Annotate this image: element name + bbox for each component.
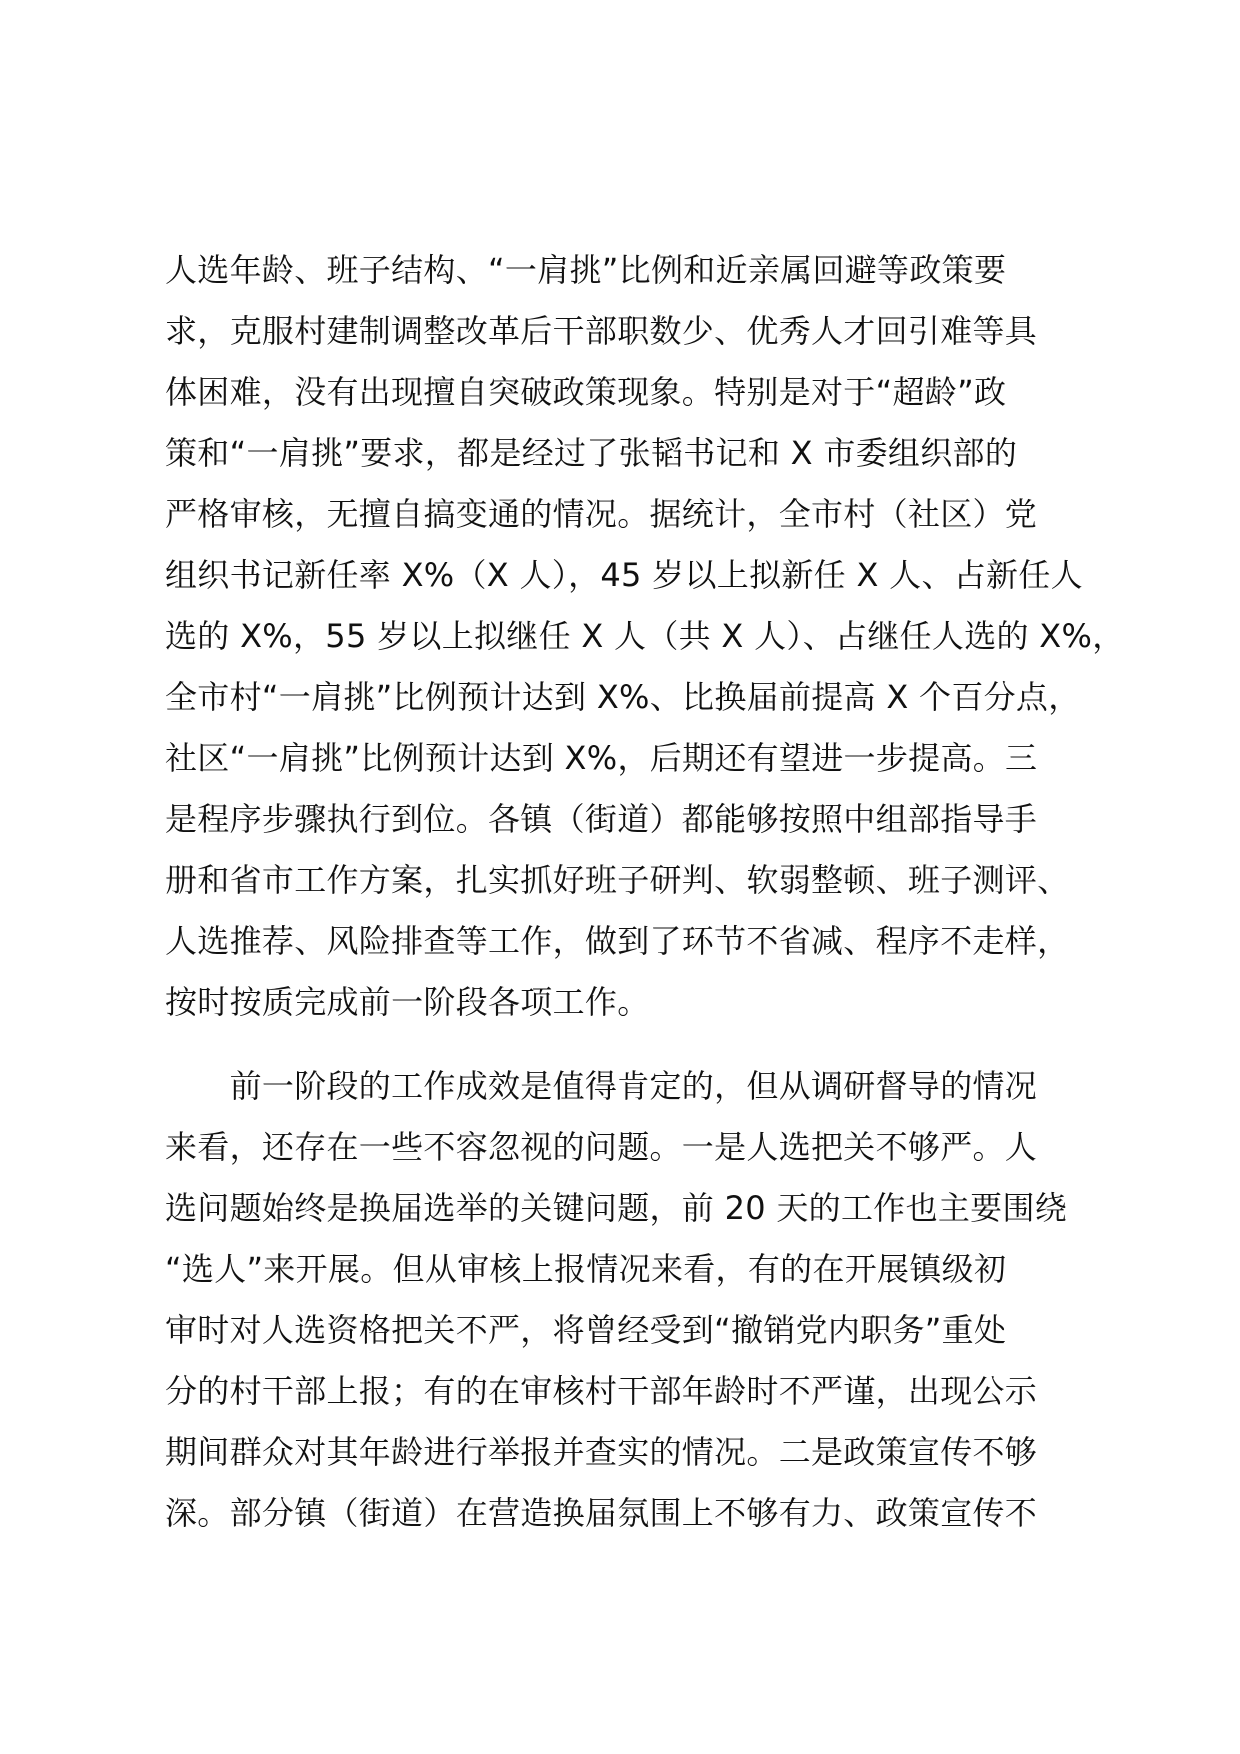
text-line: 深。部分镇（街道）在营造换届氛围上不够有力、政策宣传不 [165,1494,1038,1532]
text-line: 求，克服村建制调整改革后干部职数少、优秀人才回引难等具 [165,312,1038,350]
paragraph-2 [165,1056,1125,1544]
text-line: 期间群众对其年龄进行举报并查实的情况。二是政策宣传不够 [165,1433,1038,1471]
text-line: 策和“一肩挑”要求，都是经过了张韬书记和 X 市委组织部的 [165,434,1018,472]
text-line: 人选年龄、班子结构、“一肩挑”比例和近亲属回避等政策要 [165,251,1007,289]
text-line: 选的 X%，55 岁以上拟继任 X 人（共 X 人）、占继任人选的 X%， [165,617,1125,655]
text-line: 按时按质完成前一阶段各项工作。 [165,983,650,1021]
text-line: “选人”来开展。但从审核上报情况来看，有的在开展镇级初 [165,1250,1007,1288]
body-text [165,240,1125,1544]
text-line: 来看，还存在一些不容忽视的问题。一是人选把关不够严。人 [165,1128,1038,1166]
text-line: 分的村干部上报；有的在审核村干部年龄时不严谨，出现公示 [165,1372,1038,1410]
text-line: 审时对人选资格把关不严，将曾经受到“撤销党内职务”重处 [165,1311,1007,1349]
text-line: 社区“一肩挑”比例预计达到 X%，后期还有望进一步提高。三 [165,739,1038,777]
text-line: 组织书记新任率 X%（X 人），45 岁以上拟新任 X 人、占新任人 [165,556,1083,594]
text-line: 严格审核，无擅自搞变通的情况。据统计，全市村（社区）党 [165,495,1038,533]
text-line: 前一阶段的工作成效是值得肯定的，但从调研督导的情况 [165,1067,1038,1105]
text-line: 人选推荐、风险排查等工作，做到了环节不省减、程序不走样， [165,922,1070,960]
paragraph-spacer [165,1033,1125,1056]
text-line: 全市村“一肩挑”比例预计达到 X%、比换届前提高 X 个百分点， [165,678,1081,716]
text-line: 册和省市工作方案，扎实抓好班子研判、软弱整顿、班子测评、 [165,861,1070,899]
text-line: 是程序步骤执行到位。各镇（街道）都能够按照中组部指导手 [165,800,1038,838]
text-line: 体困难，没有出现擅自突破政策现象。特别是对于“超龄”政 [165,373,1007,411]
text-line: 选问题始终是换届选举的关键问题，前 20 天的工作也主要围绕 [165,1189,1068,1227]
paragraph-1 [165,240,1125,1033]
